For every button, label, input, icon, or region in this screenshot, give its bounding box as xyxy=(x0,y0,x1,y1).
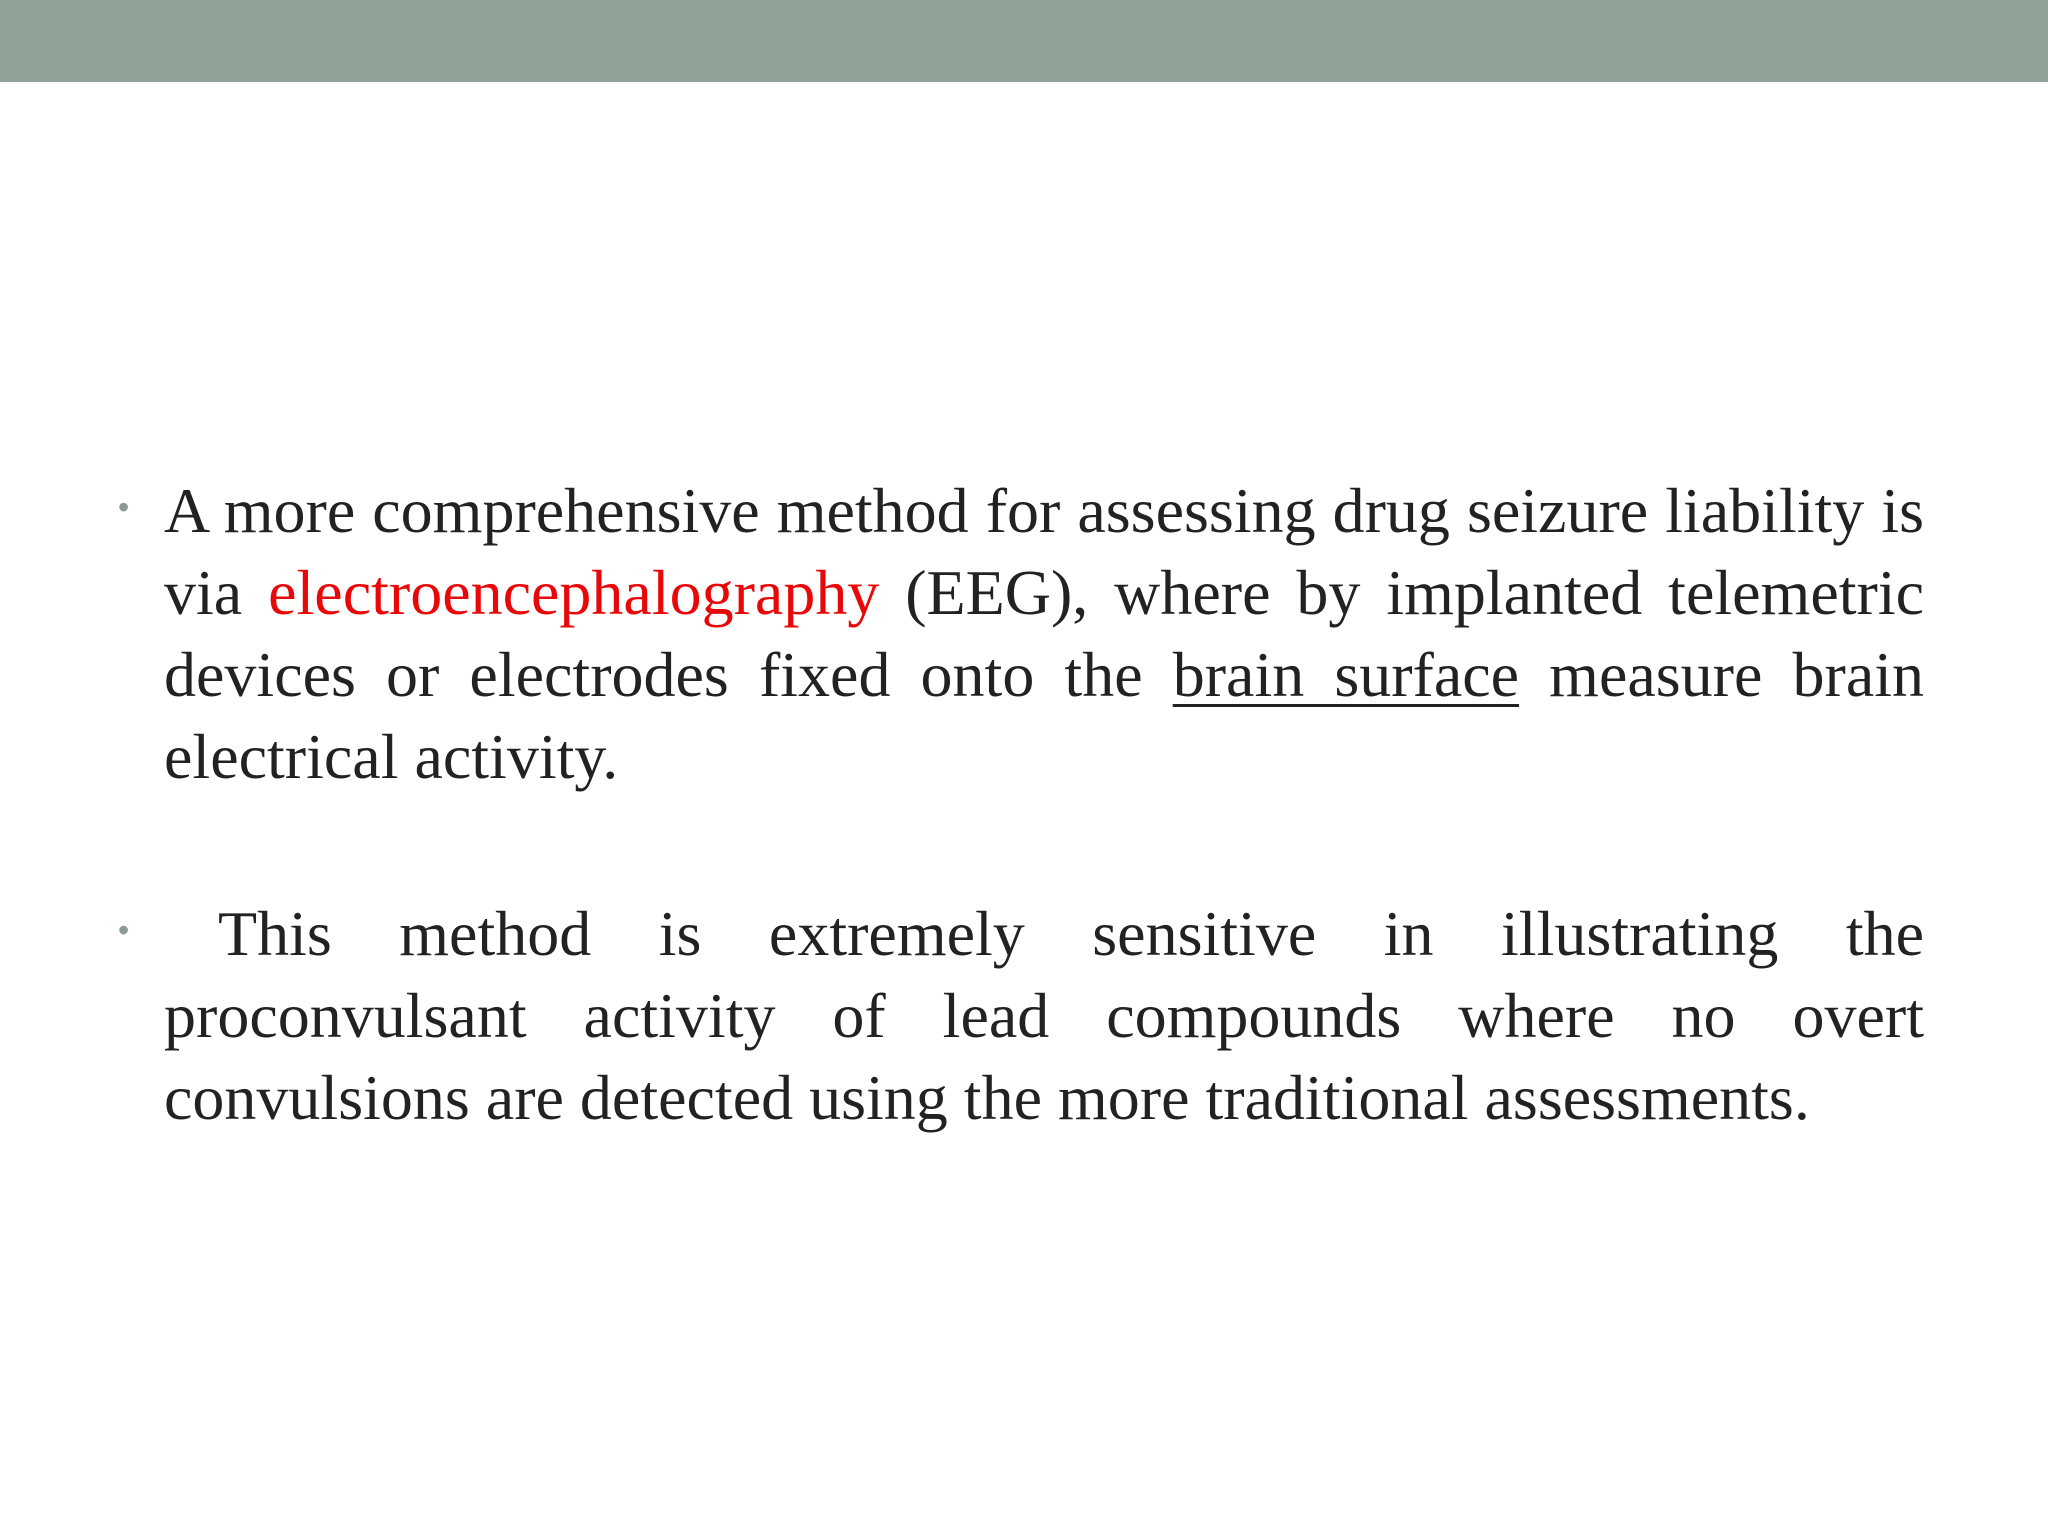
underlined-term: brain surface xyxy=(1172,639,1520,710)
top-accent-bar xyxy=(0,0,2048,82)
slide-body xyxy=(118,470,1924,1234)
bullet-marker: • xyxy=(118,489,130,525)
bullet-text-start: A more comprehensive method for assessing drug seizure liability is via xyxy=(164,475,1924,628)
bullet-item-eeg-method xyxy=(118,470,1924,798)
bullet-text: This method is extremely sensitive in illustrating the proconvulsant activity of lead compounds where no overt convulsions are detected using the more traditional assessments. xyxy=(164,898,1924,1133)
bullet-marker: • xyxy=(118,912,130,948)
highlighted-term: electroencephalography xyxy=(268,557,880,628)
bullet-text-middle: (EEG), where by implanted telemetric devices or electrodes fixed onto the xyxy=(164,557,1924,710)
bullet-text-end: measure brain electrical activity. xyxy=(164,639,1925,792)
bullet-item-sensitivity xyxy=(118,893,1924,1139)
